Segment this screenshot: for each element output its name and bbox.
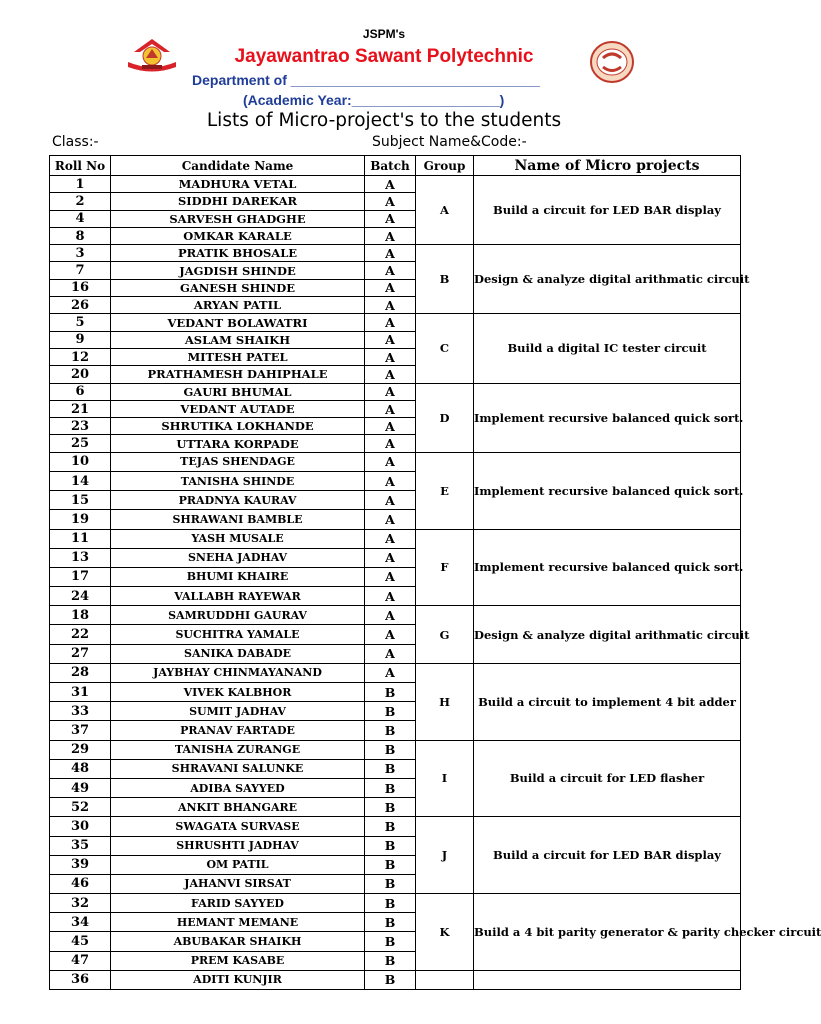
- roll-cell: 7: [50, 262, 111, 279]
- table-row: [50, 663, 741, 682]
- org-name: JSPM's: [362, 27, 406, 41]
- batch-cell: A: [365, 245, 416, 262]
- batch-cell: B: [365, 894, 416, 913]
- roll-cell: 48: [50, 759, 111, 778]
- group-cell: K: [416, 894, 474, 971]
- name-cell: ANKIT BHANGARE: [111, 798, 365, 817]
- name-cell: VEDANT AUTADE: [111, 400, 365, 417]
- roll-cell: 3: [50, 245, 111, 262]
- batch-cell: A: [365, 510, 416, 529]
- roll-cell: 24: [50, 587, 111, 606]
- roll-cell: 25: [50, 435, 111, 452]
- roll-cell: 9: [50, 331, 111, 348]
- name-cell: OMKAR KARALE: [111, 227, 365, 244]
- batch-cell: A: [365, 435, 416, 452]
- roll-cell: 4: [50, 210, 111, 227]
- name-cell: SANIKA DABADE: [111, 644, 365, 663]
- name-cell: VIVEK KALBHOR: [111, 683, 365, 702]
- project-cell: Build a circuit to implement 4 bit adder: [474, 663, 741, 740]
- batch-cell: B: [365, 874, 416, 893]
- group-cell: A: [416, 176, 474, 245]
- batch-cell: A: [365, 529, 416, 548]
- roll-cell: 14: [50, 471, 111, 490]
- table-body: [50, 176, 821, 990]
- name-cell: MITESH PATEL: [111, 348, 365, 365]
- table-row: [50, 606, 741, 625]
- project-cell: Build a digital IC tester circuit: [474, 314, 741, 383]
- project-cell: Implement recursive balanced quick sort.: [474, 383, 741, 452]
- roll-cell: 45: [50, 932, 111, 951]
- group-cell: E: [416, 452, 474, 529]
- name-cell: JAYBHAY CHINMAYANAND: [111, 663, 365, 682]
- project-cell: Design & analyze digital arithmatic circuit: [474, 606, 741, 664]
- batch-cell: A: [365, 606, 416, 625]
- group-cell: G: [416, 606, 474, 664]
- group-cell: F: [416, 529, 474, 606]
- roll-cell: 12: [50, 348, 111, 365]
- roll-cell: 19: [50, 510, 111, 529]
- project-cell: Build a circuit for LED flasher: [474, 740, 741, 817]
- project-cell: Implement recursive balanced quick sort.: [474, 529, 741, 606]
- name-cell: PRANAV FARTADE: [111, 721, 365, 740]
- roll-cell: 16: [50, 279, 111, 296]
- name-cell: TANISHA SHINDE: [111, 471, 365, 490]
- roll-cell: 32: [50, 894, 111, 913]
- roll-cell: 17: [50, 567, 111, 586]
- group-cell: I: [416, 740, 474, 817]
- batch-cell: A: [365, 331, 416, 348]
- table-row: [50, 245, 741, 262]
- project-cell: Build a circuit for LED BAR display: [474, 817, 741, 894]
- table-row: [50, 740, 741, 759]
- roll-cell: 37: [50, 721, 111, 740]
- batch-cell: A: [365, 227, 416, 244]
- name-cell: UTTARA KORPADE: [111, 435, 365, 452]
- col-header-batch: Batch: [365, 156, 416, 176]
- project-cell: [474, 970, 741, 989]
- roll-cell: 22: [50, 625, 111, 644]
- name-cell: TEJAS SHENDAGE: [111, 452, 365, 471]
- table-row: [50, 383, 741, 400]
- col-header-roll: Roll No: [50, 156, 111, 176]
- batch-cell: A: [365, 262, 416, 279]
- name-cell: ADIBA SAYYED: [111, 778, 365, 797]
- name-cell: ADITI KUNJIR: [111, 970, 365, 989]
- name-cell: SUMIT JADHAV: [111, 702, 365, 721]
- batch-cell: A: [365, 176, 416, 193]
- roll-cell: 21: [50, 400, 111, 417]
- group-cell: C: [416, 314, 474, 383]
- batch-cell: A: [365, 663, 416, 682]
- name-cell: GANESH SHINDE: [111, 279, 365, 296]
- batch-cell: B: [365, 798, 416, 817]
- name-cell: JAHANVI SIRSAT: [111, 874, 365, 893]
- batch-cell: A: [365, 210, 416, 227]
- name-cell: SUCHITRA YAMALE: [111, 625, 365, 644]
- name-cell: PRADNYA KAURAV: [111, 491, 365, 510]
- name-cell: SNEHA JADHAV: [111, 548, 365, 567]
- col-header-project: Name of Micro projects: [474, 156, 741, 176]
- col-header-group: Group: [416, 156, 474, 176]
- name-cell: SHRUSHTI JADHAV: [111, 836, 365, 855]
- roll-cell: 39: [50, 855, 111, 874]
- project-cell: Implement recursive balanced quick sort.: [474, 452, 741, 529]
- table-row: [50, 894, 741, 913]
- name-cell: TANISHA ZURANGE: [111, 740, 365, 759]
- group-cell: [416, 970, 474, 989]
- name-cell: OM PATIL: [111, 855, 365, 874]
- batch-cell: A: [365, 471, 416, 490]
- table-header-row: [50, 156, 741, 176]
- batch-cell: A: [365, 297, 416, 314]
- group-cell: H: [416, 663, 474, 740]
- name-cell: JAGDISH SHINDE: [111, 262, 365, 279]
- name-cell: YASH MUSALE: [111, 529, 365, 548]
- name-cell: MADHURA VETAL: [111, 176, 365, 193]
- batch-cell: B: [365, 817, 416, 836]
- roll-cell: 23: [50, 418, 111, 435]
- table-row: [50, 314, 741, 331]
- name-cell: ABUBAKAR SHAIKH: [111, 932, 365, 951]
- table-row: [50, 176, 741, 193]
- roll-cell: 49: [50, 778, 111, 797]
- table-row: [50, 817, 741, 836]
- academic-year-line: (Academic Year:___________________): [243, 92, 505, 108]
- batch-cell: A: [365, 452, 416, 471]
- batch-cell: A: [365, 279, 416, 296]
- batch-cell: A: [365, 314, 416, 331]
- roll-cell: 6: [50, 383, 111, 400]
- name-cell: SIDDHI DAREKAR: [111, 193, 365, 210]
- name-cell: FARID SAYYED: [111, 894, 365, 913]
- batch-cell: A: [365, 348, 416, 365]
- name-cell: ARYAN PATIL: [111, 297, 365, 314]
- col-header-name: Candidate Name: [111, 156, 365, 176]
- roll-cell: 13: [50, 548, 111, 567]
- department-line: Department of ________________________________: [192, 72, 540, 88]
- name-cell: VALLABH RAYEWAR: [111, 587, 365, 606]
- roll-cell: 5: [50, 314, 111, 331]
- batch-cell: B: [365, 759, 416, 778]
- project-cell: Build a 4 bit parity generator & parity checker circuit: [474, 894, 741, 971]
- roll-cell: 10: [50, 452, 111, 471]
- batch-cell: B: [365, 683, 416, 702]
- project-cell: Design & analyze digital arithmatic circuit: [474, 245, 741, 314]
- roll-cell: 20: [50, 366, 111, 383]
- batch-cell: B: [365, 970, 416, 989]
- class-label: Class:-: [52, 134, 99, 150]
- batch-cell: A: [365, 644, 416, 663]
- name-cell: VEDANT BOLAWATRI: [111, 314, 365, 331]
- roll-cell: 27: [50, 644, 111, 663]
- name-cell: SARVESH GHADGHE: [111, 210, 365, 227]
- batch-cell: A: [365, 587, 416, 606]
- roll-cell: 35: [50, 836, 111, 855]
- table-row: [50, 529, 741, 548]
- roll-cell: 47: [50, 951, 111, 970]
- name-cell: PRATHAMESH DAHIPHALE: [111, 366, 365, 383]
- batch-cell: A: [365, 383, 416, 400]
- roll-cell: 8: [50, 227, 111, 244]
- batch-cell: B: [365, 740, 416, 759]
- batch-cell: B: [365, 721, 416, 740]
- name-cell: SHRAWANI BAMBLE: [111, 510, 365, 529]
- batch-cell: A: [365, 548, 416, 567]
- name-cell: PREM KASABE: [111, 951, 365, 970]
- batch-cell: B: [365, 778, 416, 797]
- name-cell: PRATIK BHOSALE: [111, 245, 365, 262]
- roll-cell: 33: [50, 702, 111, 721]
- roll-cell: 18: [50, 606, 111, 625]
- group-cell: D: [416, 383, 474, 452]
- batch-cell: A: [365, 491, 416, 510]
- batch-cell: B: [365, 932, 416, 951]
- name-cell: HEMANT MEMANE: [111, 913, 365, 932]
- batch-cell: A: [365, 193, 416, 210]
- roll-cell: 34: [50, 913, 111, 932]
- roll-cell: 26: [50, 297, 111, 314]
- name-cell: SWAGATA SURVASE: [111, 817, 365, 836]
- batch-cell: A: [365, 400, 416, 417]
- jsp-logo-icon: [589, 40, 635, 84]
- roll-cell: 52: [50, 798, 111, 817]
- table-row: [50, 970, 741, 989]
- name-cell: BHUMI KHAIRE: [111, 567, 365, 586]
- name-cell: SHRUTIKA LOKHANDE: [111, 418, 365, 435]
- group-cell: J: [416, 817, 474, 894]
- batch-cell: B: [365, 913, 416, 932]
- batch-cell: B: [365, 702, 416, 721]
- project-cell: Build a circuit for LED BAR display: [474, 176, 741, 245]
- batch-cell: A: [365, 418, 416, 435]
- roll-cell: 30: [50, 817, 111, 836]
- roll-cell: 2: [50, 193, 111, 210]
- roll-cell: 31: [50, 683, 111, 702]
- batch-cell: A: [365, 567, 416, 586]
- batch-cell: B: [365, 951, 416, 970]
- name-cell: SHRAVANI SALUNKE: [111, 759, 365, 778]
- name-cell: ASLAM SHAIKH: [111, 331, 365, 348]
- name-cell: GAURI BHUMAL: [111, 383, 365, 400]
- group-cell: B: [416, 245, 474, 314]
- table-row: [50, 452, 741, 471]
- batch-cell: A: [365, 366, 416, 383]
- batch-cell: A: [365, 625, 416, 644]
- name-cell: SAMRUDDHI GAURAV: [111, 606, 365, 625]
- roll-cell: 36: [50, 970, 111, 989]
- batch-cell: B: [365, 855, 416, 874]
- institute-name: Jayawantrao Sawant Polytechnic: [234, 46, 534, 67]
- batch-cell: B: [365, 836, 416, 855]
- micro-project-table: [49, 155, 821, 990]
- roll-cell: 1: [50, 176, 111, 193]
- roll-cell: 11: [50, 529, 111, 548]
- roll-cell: 29: [50, 740, 111, 759]
- roll-cell: 46: [50, 874, 111, 893]
- list-title: Lists of Micro-project's to the students: [206, 110, 562, 131]
- roll-cell: 15: [50, 491, 111, 510]
- roll-cell: 28: [50, 663, 111, 682]
- subject-label: Subject Name&Code:-: [372, 134, 527, 150]
